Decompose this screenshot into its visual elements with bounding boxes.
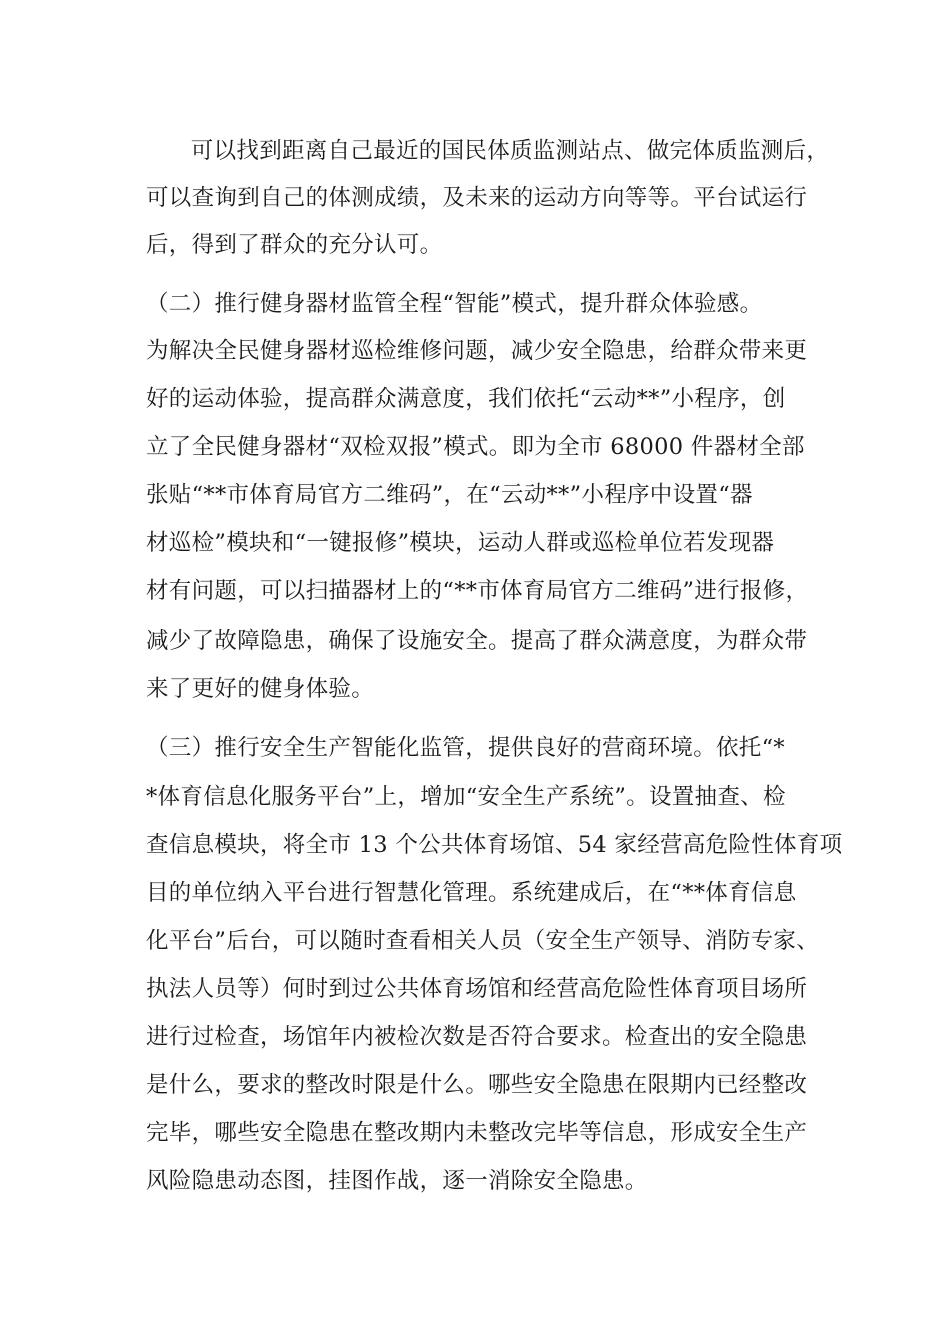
text-line: 目的单位纳入平台进行智慧化管理。系统建成后，在“**体育信息: [146, 880, 797, 906]
text-line: 查信息模块，将全市 13 个公共体育场馆、54 家经营高危险性体育项: [146, 832, 843, 858]
text-line: 为解决全民健身器材巡检维修问题，减少安全隐患，给群众带来更: [146, 338, 808, 364]
section-heading-line: （二）推行健身器材监管全程“智能”模式，提升群众体验感。: [146, 291, 763, 317]
text-line: 化平台”后台，可以随时查看相关人员（安全生产领导、消防专家、: [146, 928, 820, 954]
text-line: 是什么，要求的整改时限是什么。哪些安全隐患在限期内已经整改: [146, 1072, 808, 1098]
section-heading-line: （三）推行安全生产智能化监管，提供良好的营商环境。依托“*: [146, 735, 785, 761]
text-line: *体育信息化服务平台”上，增加“安全生产系统”。设置抽查、检: [146, 784, 786, 810]
text-line: 来了更好的健身体验。: [146, 676, 375, 702]
text-line: 执法人员等）何时到过公共体育场馆和经营高危险性体育项目场所: [146, 976, 808, 1002]
text-line: 风险隐患动态图，挂图作战，逐一消除安全隐患。: [146, 1168, 648, 1194]
text-line: 后，得到了群众的充分认可。: [146, 232, 443, 258]
text-line: 减少了故障隐患，确保了设施安全。提高了群众满意度，为群众带: [146, 628, 808, 654]
text-line: 完毕，哪些安全隐患在整改期内未整改完毕等信息，形成安全生产: [146, 1120, 808, 1146]
text-line: 好的运动体验，提高群众满意度，我们依托“云动**”小程序，创: [146, 386, 786, 412]
text-line: 可以找到距离自己最近的国民体质监测站点、做完体质监测后，: [168, 138, 830, 164]
text-line: 立了全民健身器材“双检双报”模式。即为全市 68000 件器材全部: [146, 434, 805, 460]
text-line: 材巡检”模块和“一键报修”模块，运动人群或巡检单位若发现器: [146, 530, 775, 556]
text-line: 材有问题，可以扫描器材上的“**市体育局官方二维码”进行报修，: [146, 578, 809, 604]
text-line: 张贴“**市体育局官方二维码”，在“云动**”小程序中设置“器: [146, 482, 753, 508]
text-line: 可以查询到自己的体测成绩，及未来的运动方向等等。平台试运行: [146, 185, 808, 211]
text-line: 进行过检查，场馆年内被检次数是否符合要求。检查出的安全隐患: [146, 1024, 808, 1050]
